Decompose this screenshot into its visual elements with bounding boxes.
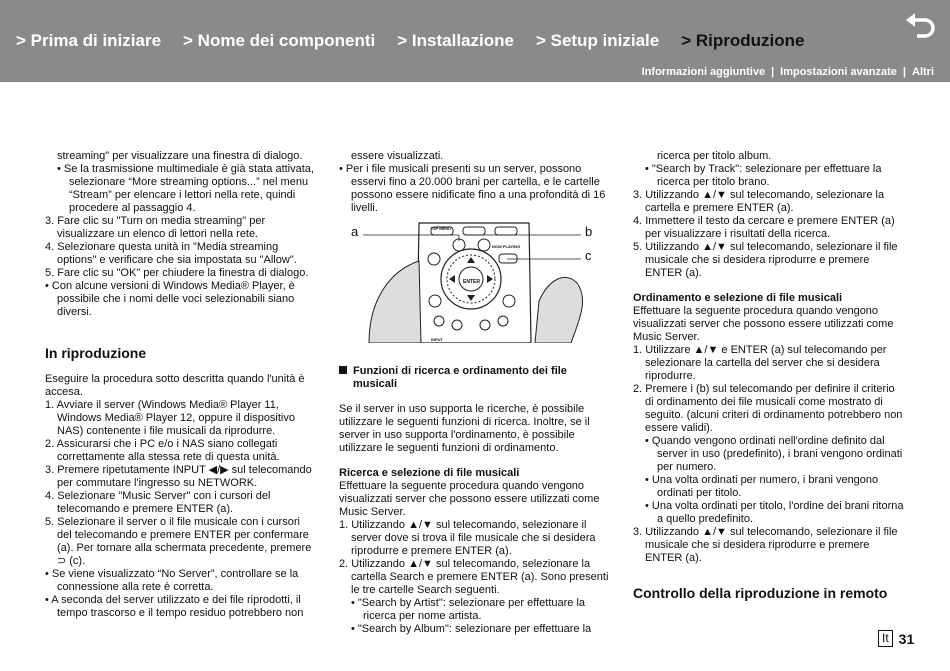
bullet: • A seconda del server utilizzato e dei file riprodotti, il tempo trascorso e il tempo residuo potrebbero non <box>45 594 304 619</box>
step: 4. Selezionare questa unità in "Media streaming options" e verificare che sia impostata su "Allow". <box>45 241 297 266</box>
link-impostazioni-avanzate[interactable]: Impostazioni avanzate <box>780 66 897 78</box>
bullet: • Quando vengono ordinati nell'ordine definito dal server in uso (predefinito), i brani vengono ordinati per numero. <box>645 435 903 473</box>
sub-navigation <box>642 66 934 78</box>
separator: | <box>771 66 775 78</box>
back-arrow-icon[interactable] <box>903 12 937 42</box>
square-bullet-icon <box>339 366 347 374</box>
step: 1. Utilizzando ▲/▼ sul telecomando, selezionare il server dove si trova il file musicale che si desidera riprodurre e premere ENTER (a). <box>339 519 596 557</box>
section-heading <box>339 365 611 391</box>
paragraph: Se il server in uso supporta le ricerche, è possibile utilizzare le seguenti funzioni di ricerca. Inoltre, se il server in uso supporta l'ordinamento, è possibile utilizzare le seguenti funzioni di ordinamento. <box>339 403 590 454</box>
step: 3. Premere ripetutamente INPUT ◀/▶ sul telecomando per commutare l'ingresso su NETWORK. <box>45 464 312 489</box>
callout-a: a <box>351 224 359 239</box>
page-number: 31 <box>898 630 915 647</box>
separator: | <box>902 66 906 78</box>
bullet: • "Search by Album": selezionare per effettuare la <box>351 623 592 635</box>
nav-setup-iniziale[interactable]: > Setup iniziale <box>535 31 660 50</box>
nav-riproduzione[interactable]: > Riproduzione <box>681 31 805 50</box>
paragraph: Effettuare la seguente procedura quando vengono visualizzati server che possono essere utilizzati come Music Server. <box>339 480 600 518</box>
heading-controllo-remoto: Controllo della riproduzione in remoto <box>633 585 888 601</box>
bullet: • Se la trasmissione multimediale è già stata attivata, selezionare “More streaming options...” nel menu “Stream” per elencare i lettori nella rete, quindi procedere al passaggio 4. <box>57 163 314 214</box>
step: 5. Fare clic su "OK" per chiudere la finestra di dialogo. <box>45 267 309 279</box>
subheading-ordinamento: Ordinamento e selezione di file musicali <box>633 292 843 304</box>
step: 1. Avviare il server (Windows Media® Player 11, Windows Media® Player 12, oppure il dispositivo NAS) contenente i file musicali da riprodurre. <box>45 399 295 437</box>
bullet: • "Search by Track": selezionare per effettuare la ricerca per titolo brano. <box>645 163 882 188</box>
column-1 <box>45 150 315 620</box>
subheading-ricerca: Ricerca e selezione di file musicali <box>339 467 520 479</box>
page-footer <box>878 630 914 647</box>
step: 3. Utilizzando ▲/▼ sul telecomando, selezionare il file musicale che si desidera riprodurre e premere ENTER (a). <box>633 526 898 564</box>
step: 3. Utilizzando ▲/▼ sul telecomando, selezionare la cartella e premere ENTER (a). <box>633 189 885 214</box>
input-label: INPUT <box>431 337 443 342</box>
paragraph: Eseguire la procedura sotto descritta quando l'unità è accesa. <box>45 373 305 398</box>
step: 5. Utilizzando ▲/▼ sul telecomando, selezionare il file musicale che si desidera riprodurre e premere ENTER (a). <box>633 241 898 279</box>
link-informazioni-aggiuntive[interactable]: Informazioni aggiuntive <box>641 66 766 78</box>
step: 4. Immettere il testo da cercare e premere ENTER (a) per visualizzare i risultati della ricerca. <box>633 215 895 240</box>
nav-installazione[interactable]: > Installazione <box>397 31 514 50</box>
callout-b: b <box>585 224 593 239</box>
nav-prima-di-iniziare[interactable]: > Prima di iniziare <box>16 31 162 50</box>
language-badge: It <box>878 630 893 647</box>
heading-text: Funzioni di ricerca e ordinamento dei file musicali <box>353 365 567 390</box>
paragraph: ricerca per titolo album. <box>657 150 772 162</box>
step: 1. Utilizzare ▲/▼ e ENTER (a) sul telecomando per selezionare la cartella del server che si desidera riprodurre. <box>633 344 887 382</box>
bullet: • Con alcune versioni di Windows Media® Player, è possibile che i nomi delle voci selezionabili siano diversi. <box>45 280 295 318</box>
now-playing-label: NOW PLAYING <box>492 244 521 249</box>
step: 5. Selezionare il server o il file musicale con i cursori del telecomando e premere ENTER per confermare (a). Per tornare alla schermata precedente, premere ⊃ (c). <box>45 516 312 567</box>
column-3 <box>633 150 905 601</box>
enter-label: ENTER <box>463 279 480 285</box>
bullet: • Una volta ordinati per titolo, l'ordine dei brani ritorna a quello predefinito. <box>645 500 904 525</box>
paragraph: Effettuare la seguente procedura quando vengono visualizzati server che possono essere utilizzati come Music Server. <box>633 305 894 343</box>
column-2 <box>339 150 611 636</box>
link-altri[interactable]: Altri <box>912 66 934 78</box>
top-navigation-bar <box>0 0 950 82</box>
paragraph: streaming" per visualizzare una finestra di dialogo. <box>57 150 303 162</box>
step: 2. Premere i (b) sul telecomando per definire il criterio di ordinamento dei file musicali come mostrato di seguito. (alcuni criteri di ordinamento potrebbero non essere validi). <box>633 383 903 434</box>
section-nav <box>16 31 827 51</box>
step: 2. Assicurarsi che i PC e/o i NAS siano collegati correttamente alla stessa rete di questa unità. <box>45 438 280 463</box>
step: 2. Utilizzando ▲/▼ sul telecomando, selezionare la cartella Search e premere ENTER (a). Sono presenti le tre cartelle Search seguenti. <box>339 558 609 596</box>
top-menu-label: TOP MENU <box>430 226 451 231</box>
step: 4. Selezionare "Music Server" con i cursori del telecomando e premere ENTER (a). <box>45 490 271 515</box>
paragraph: essere visualizzati. <box>351 150 444 162</box>
callout-c: c <box>585 248 592 263</box>
heading-in-riproduzione: In riproduzione <box>45 345 147 361</box>
bullet: • Una volta ordinati per numero, i brani vengono ordinati per titolo. <box>645 474 879 499</box>
bullet: • Se viene visualizzato “No Server”, controllare se la connessione alla rete è corretta. <box>45 568 299 593</box>
bullet: • Per i file musicali presenti su un server, possono esservi fino a 20.000 brani per cartella, e le cartelle possono essere nidificate fino a una profondità di 16 livelli. <box>339 163 606 214</box>
nav-nome-dei-componenti[interactable]: > Nome dei componenti <box>183 31 376 50</box>
step: 3. Fare clic su "Turn on media streaming" per visualizzare un elenco di lettori nella rete. <box>45 215 266 240</box>
remote-control-illustration <box>339 221 611 343</box>
bullet: • "Search by Artist": selezionare per effettuare la ricerca per nome artista. <box>351 597 586 622</box>
